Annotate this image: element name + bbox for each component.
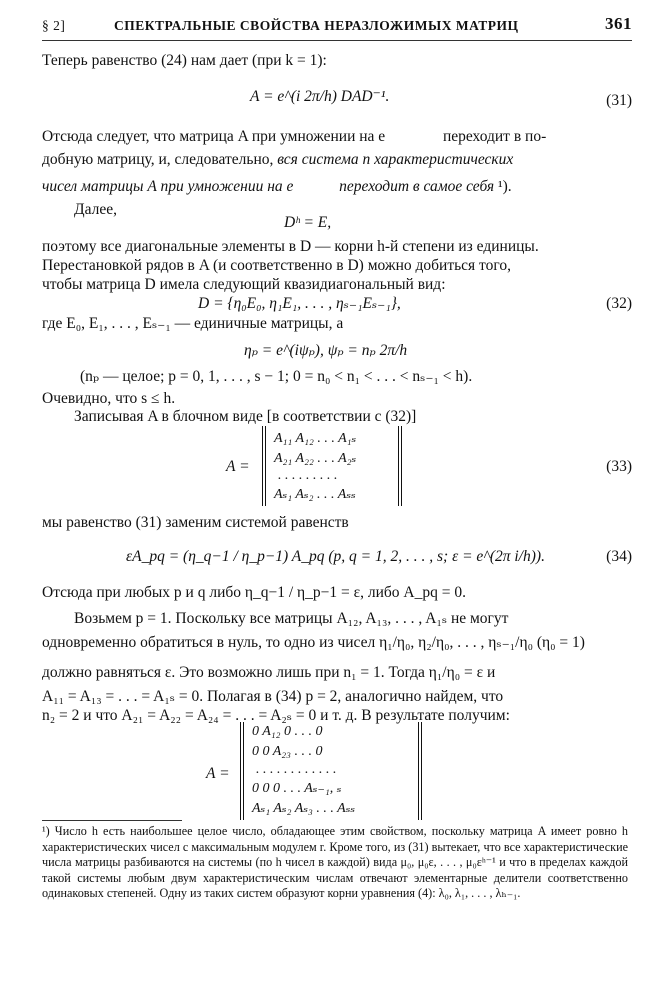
text-line: n₂ = 2 и что A₂₁ = A₂₂ = A₂₄ = . . . = A₂ₛ = 0 и т. д. В результате получим:: [42, 707, 510, 724]
matrix-row: Aₛ₁ Aₛ₂ . . . Aₛₛ: [274, 487, 356, 502]
text-line: Возьмем p = 1. Поскольку все матрицы A₁₂, A₁₃, . . . , A₁ₛ не могут: [74, 610, 509, 627]
equation-34: εA_pq = (η_q−1 / η_p−1) A_pq (p, q = 1, 2, . . . , s; ε = e^(2π i/h)).: [126, 548, 545, 565]
equation-31: A = e^(i 2π/h) DAD⁻¹.: [250, 88, 390, 105]
text-line: где E₀, E₁, . . . , Eₛ₋₁ — единичные матрицы, а: [42, 315, 344, 332]
matrix-bar: [240, 722, 244, 820]
equation-33-lhs: A =: [226, 458, 250, 475]
text-line: мы равенство (31) заменим системой равенств: [42, 514, 349, 531]
matrix-bar: [262, 426, 266, 506]
header-rule: [42, 40, 632, 41]
text-line: Очевидно, что s ≤ h.: [42, 390, 176, 407]
text-fragment-italic: вся система n характеристических: [277, 151, 514, 168]
chapter-title: СПЕКТРАЛЬНЫЕ СВОЙСТВА НЕРАЗЛОЖИМЫХ МАТРИЦ: [114, 18, 519, 33]
equation-32: D = {η₀E₀, η₁E₁, . . . , ηₛ₋₁Eₛ₋₁},: [198, 295, 401, 312]
text-line: должно равняться ε. Это возможно лишь при n₁ = 1. Тогда η₁/η₀ = ε и: [42, 664, 496, 681]
text-fragment: переходит в по-: [442, 128, 547, 145]
text-fragment: переходит в самое себя: [339, 178, 495, 195]
footnote-ref: ¹).: [497, 178, 512, 195]
text-fragment: чисел матрицы A при умножении на e: [42, 178, 294, 195]
text-line: Далее,: [74, 201, 117, 218]
matrix-bar: [398, 426, 402, 506]
text-line: чтобы матрица D имела следующий квазидиагональный вид:: [42, 276, 446, 293]
equation-final-lhs: A =: [206, 765, 230, 782]
equation-dh: Dʰ = E,: [284, 214, 332, 231]
text-fragment: добную матрицу, и, следовательно,: [42, 151, 274, 168]
equation-eta: ηₚ = e^(iψₚ), ψₚ = nₚ 2π/h: [244, 342, 408, 359]
footnote-text: ¹) Число h есть наибольшее целое число, обладающее этим свойством, поскольку матрица A имеет ровно h характеристических чисел с максимальным модулем r. Кроме того, из (31) вытекает, что все характеристические числа матрицы разбиваются на системы (по h чисел в каждой) вида μ₀, μ₀ε, . . . , μ₀εʰ⁻¹ и что в пределах каждой такой системы любым двум характеристическим числам отвечают элементарные делители соответственно одинаковых степеней. Одну из таких систем образуют корни уравнения (4): λ₀, λ₁, . . . , λₕ₋₁.: [42, 824, 628, 901]
text-line: Отсюда при любых p и q либо η_q−1 / η_p−1 = ε, либо A_pq = 0.: [42, 584, 466, 601]
matrix-row: Aₛ₁ Aₛ₂ Aₛ₃ . . . Aₛₛ: [252, 801, 356, 816]
text-line: [42, 178, 512, 196]
matrix-bar: [418, 722, 422, 820]
text-fragment: Отсюда следует, что матрица A при умножении на e: [42, 128, 386, 145]
matrix-row: . . . . . . . . .: [278, 468, 338, 483]
block-matrix-33: [262, 426, 402, 506]
equation-number: (33): [606, 458, 632, 475]
matrix-row: A₂₁ A₂₂ . . . A₂ₛ: [274, 451, 357, 466]
block-matrix-final: [240, 722, 422, 820]
section-ref: § 2]: [42, 18, 66, 33]
equation-number: (32): [606, 295, 632, 312]
text-line: (nₚ — целое; p = 0, 1, . . . , s − 1; 0 = n₀ < n₁ < . . . < nₛ₋₁ < h).: [80, 368, 473, 385]
footnote-rule: [42, 820, 182, 821]
footnote: [42, 824, 628, 902]
text-line: A₁₁ = A₁₃ = . . . = A₁ₛ = 0. Полагая в (34) p = 2, аналогично найдем, что: [42, 688, 504, 705]
equation-number: (34): [606, 548, 632, 565]
matrix-row: . . . . . . . . . . . .: [256, 762, 337, 777]
text-line: Записывая A в блочном виде [в соответствии с (32)]: [74, 408, 417, 425]
text-line: Перестановкой рядов в A (и соответственно в D) можно добиться того,: [42, 257, 511, 274]
text-line: [42, 128, 546, 146]
text-line: одновременно обратиться в нуль, то одно из чисел η₁/η₀, η₂/η₀, . . . , ηₛ₋₁/η₀ (η₀ = 1): [42, 634, 585, 651]
text-line: [42, 151, 513, 169]
running-header: [42, 14, 632, 38]
page-number: 361: [605, 14, 632, 33]
matrix-row: 0 0 0 . . . Aₛ₋₁, ₛ: [252, 781, 342, 796]
matrix-row: 0 A₁₂ 0 . . . 0: [252, 724, 323, 739]
matrix-row: A₁₁ A₁₂ . . . A₁ₛ: [274, 431, 357, 446]
text-line: поэтому все диагональные элементы в D — корни h-й степени из единицы.: [42, 238, 539, 255]
equation-number: (31): [606, 92, 632, 109]
text-line: Теперь равенство (24) нам дает (при k = 1):: [42, 52, 327, 69]
matrix-row: 0 0 A₂₃ . . . 0: [252, 744, 323, 759]
